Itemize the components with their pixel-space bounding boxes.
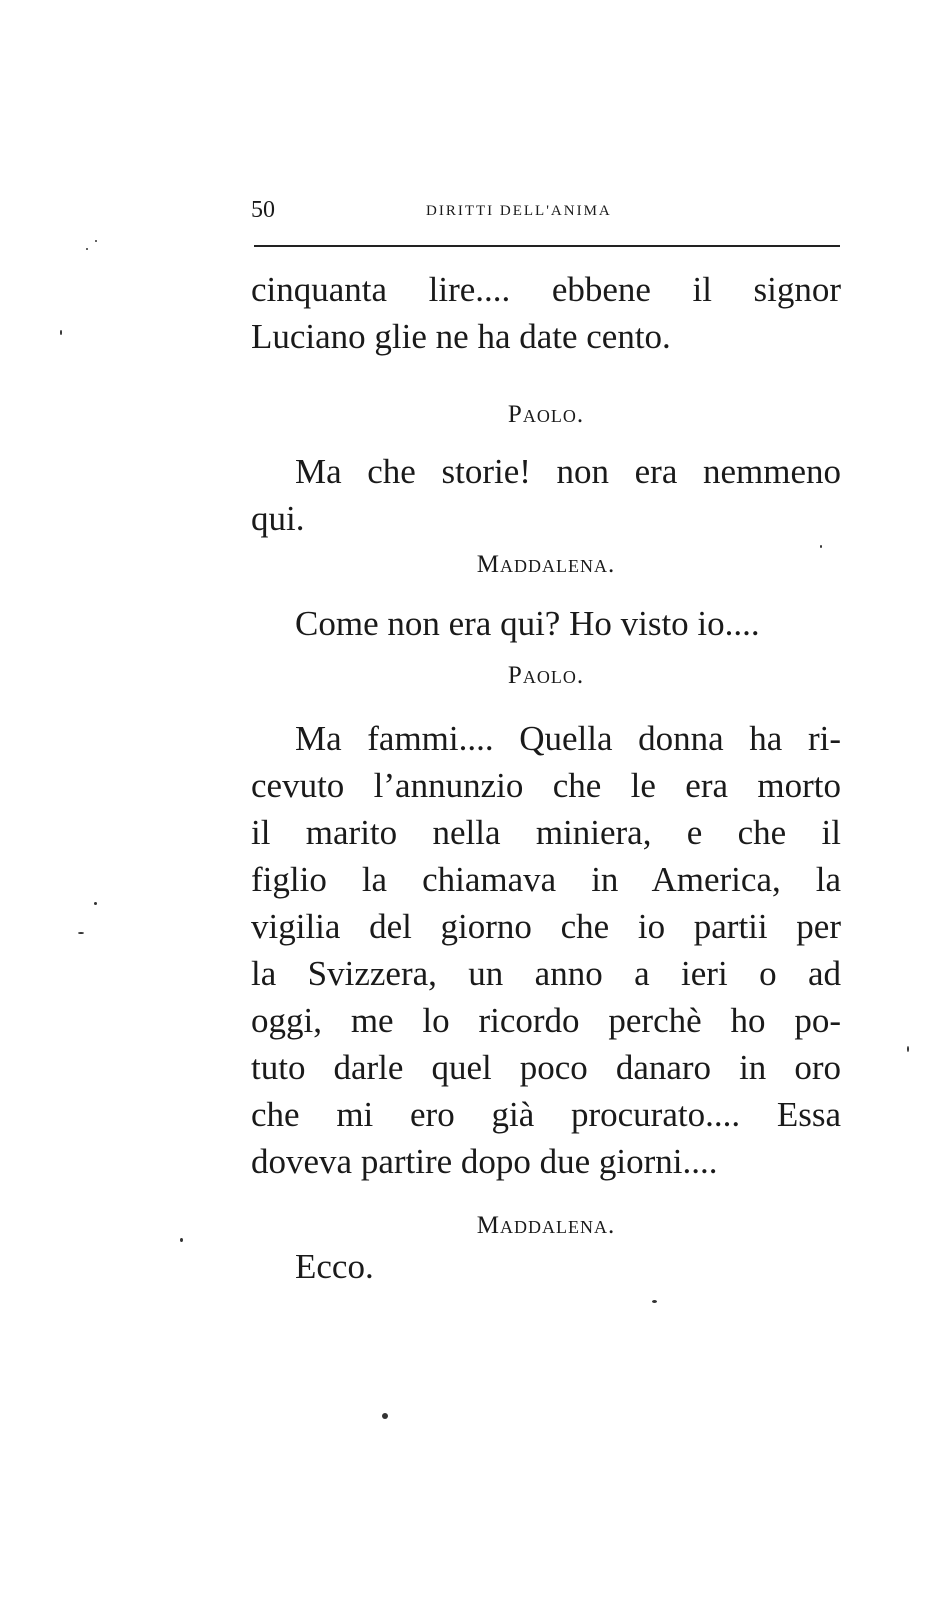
header-rule xyxy=(254,245,840,247)
text-line: doveva partire dopo due giorni.... xyxy=(251,1142,718,1181)
ink-speck xyxy=(78,932,84,934)
text-line: qui. xyxy=(251,499,305,538)
running-head: DIRITTI DELL'ANIMA xyxy=(426,203,612,219)
ink-speck xyxy=(907,1046,909,1052)
text-line: Ma che storie! non era nemmeno xyxy=(295,452,841,491)
dialogue-text xyxy=(251,266,841,1290)
ink-speck xyxy=(86,248,88,250)
text-line: Ecco. xyxy=(295,1247,374,1286)
text-line: il marito nella miniera, e che il xyxy=(251,813,841,852)
text-line: la Svizzera, un anno a ieri o ad xyxy=(251,954,841,993)
text-line: tuto darle quel poco danaro in oro xyxy=(251,1048,841,1087)
speaker-name: Maddalena. xyxy=(476,551,616,578)
speaker-name: Paolo. xyxy=(507,662,585,689)
text-line: che mi ero già procurato.... Essa xyxy=(251,1095,841,1134)
text-line: Luciano glie ne ha date cento. xyxy=(251,317,671,356)
speaker-name: Maddalena. xyxy=(476,1212,616,1239)
text-line: figlio la chiamava in America, la xyxy=(251,860,841,899)
text-line: Come non era qui? Ho visto io.... xyxy=(295,604,760,643)
text-line: cinquanta lire.... ebbene il signor xyxy=(251,270,841,309)
page-number: 50 xyxy=(251,197,275,223)
ink-speck xyxy=(95,240,97,242)
text-line: vigilia del giorno che io partii per xyxy=(251,907,841,946)
text-line: Ma fammi.... Quella donna ha ri- xyxy=(295,719,841,758)
ink-speck xyxy=(180,1238,183,1242)
ink-speck xyxy=(652,1300,657,1303)
ink-speck xyxy=(94,902,97,905)
page-header xyxy=(251,196,841,226)
speaker-name: Paolo. xyxy=(507,401,585,428)
text-line: oggi, me lo ricordo perchè ho po- xyxy=(251,1001,841,1040)
ink-speck xyxy=(60,330,62,335)
ink-speck xyxy=(820,545,822,548)
text-line: cevuto l’annunzio che le era morto xyxy=(251,766,841,805)
ink-speck xyxy=(382,1413,388,1419)
